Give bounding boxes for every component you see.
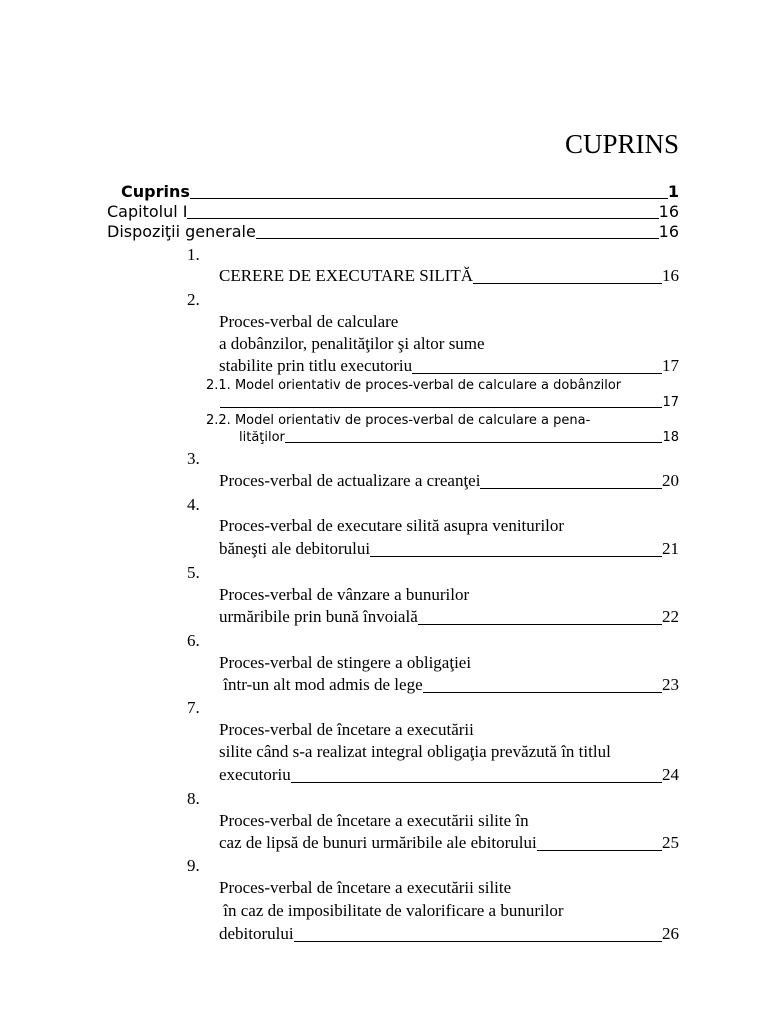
toc-page-number: 16 (658, 202, 679, 221)
toc-entry-label: Dispoziţii generale (107, 222, 256, 241)
toc-entry-line: Proces-verbal de încetare a executării (219, 720, 474, 739)
toc-entry-section-6[interactable] (219, 674, 679, 696)
toc-entry-line: în caz de imposibilitate de valorificare a bunurilor (219, 901, 564, 920)
toc-entry-label: Proces-verbal de actualizare a creanţei (219, 471, 481, 490)
toc-leader (473, 283, 662, 284)
toc-page-number: 20 (662, 471, 679, 490)
toc-entry-label: Cuprins (121, 182, 190, 201)
section-number: 4. (187, 495, 200, 514)
toc-entry-section-9[interactable] (219, 923, 679, 945)
section-number: 9. (187, 856, 200, 875)
toc-entry-capitolul[interactable] (107, 202, 679, 222)
toc-page-number: 26 (662, 924, 679, 943)
toc-page-number: 22 (662, 607, 679, 626)
toc-page-number: 23 (662, 675, 679, 694)
toc-leader (294, 941, 662, 942)
section-number: 7. (187, 698, 200, 717)
toc-entry-line: Proces-verbal de stingere a obligaţiei (219, 653, 472, 672)
toc-leader (190, 198, 668, 199)
toc-entry-section-4[interactable] (219, 538, 679, 560)
toc-leader (412, 373, 662, 374)
toc-subentry-2-2[interactable] (239, 429, 679, 446)
toc-leader (285, 442, 663, 443)
toc-page-number: 24 (662, 765, 679, 784)
toc-subentry-line: 2.2. Model orientativ de proces-verbal de calculare a pena- (206, 413, 591, 428)
toc-page-number: 16 (662, 266, 679, 285)
toc-leader (418, 624, 662, 625)
toc-subentry-2-1[interactable] (220, 394, 679, 411)
toc-entry-label: debitorului (219, 924, 294, 943)
toc-entry-line: Proces-verbal de încetare a executării silite în (219, 811, 529, 830)
toc-entry-section-5[interactable] (219, 606, 679, 628)
toc-entry-label: caz de lipsă de bunuri urmăribile ale ebitorului (219, 833, 537, 852)
toc-entry-section-7[interactable] (219, 764, 679, 786)
toc-entry-section-2[interactable] (219, 355, 679, 377)
toc-entry-label: lităţilor (239, 430, 285, 445)
toc-entry-dispozitii[interactable] (107, 222, 679, 242)
toc-entry-line: Proces-verbal de executare silită asupra veniturilor (219, 516, 565, 535)
toc-leader (370, 556, 662, 557)
toc-entry-label: băneşti ale debitorului (219, 539, 371, 558)
toc-entry-cuprins[interactable] (121, 182, 679, 202)
section-number: 8. (187, 789, 200, 808)
toc-entry-label: într-un alt mod admis de lege (219, 675, 423, 694)
toc-entry-label: Capitolul I (107, 202, 188, 221)
toc-page-number: 18 (662, 430, 679, 445)
section-number: 1. (187, 245, 200, 264)
section-number: 2. (187, 290, 200, 309)
toc-entry-label: stabilite prin titlu executoriu (219, 356, 413, 375)
toc-entry-line: Proces-verbal de calculare (219, 312, 399, 331)
section-number: 5. (187, 563, 200, 582)
toc-leader (220, 407, 662, 408)
toc-entry-line: Proces-verbal de vânzare a bunurilor (219, 585, 470, 604)
toc-entry-line: a dobânzilor, penalităţilor şi altor sume (219, 334, 485, 353)
toc-entry-section-3[interactable] (219, 470, 679, 492)
toc-page-number: 1 (667, 182, 679, 201)
toc-leader (537, 850, 662, 851)
toc-page-number: 17 (662, 395, 679, 410)
toc-subentry-line: 2.1. Model orientativ de proces-verbal de calculare a dobânzilor (206, 378, 622, 393)
toc-page-number: 17 (662, 356, 679, 375)
toc-leader (480, 488, 662, 489)
toc-entry-label: executoriu (219, 765, 291, 784)
section-number: 3. (187, 449, 200, 468)
section-number: 6. (187, 631, 200, 650)
toc-page-number: 25 (662, 833, 679, 852)
toc-entry-label: urmăribile prin bună învoială (219, 607, 418, 626)
toc-entry-label: CERERE DE EXECUTARE SILITĂ (219, 266, 474, 285)
toc-leader (256, 238, 659, 239)
toc-page-number: 21 (662, 539, 679, 558)
toc-entry-section-1[interactable] (219, 265, 679, 287)
toc-entry-line: silite când s-a realizat integral obligaţia prevăzută în titlul (219, 742, 611, 761)
toc-entry-line: Proces-verbal de încetare a executării silite (219, 878, 512, 897)
toc-leader (187, 218, 658, 219)
toc-entry-section-8[interactable] (219, 832, 679, 854)
toc-leader (423, 692, 662, 693)
toc-page-number: 16 (658, 222, 679, 241)
toc-leader (291, 782, 662, 783)
page-title: CUPRINS (564, 129, 679, 159)
